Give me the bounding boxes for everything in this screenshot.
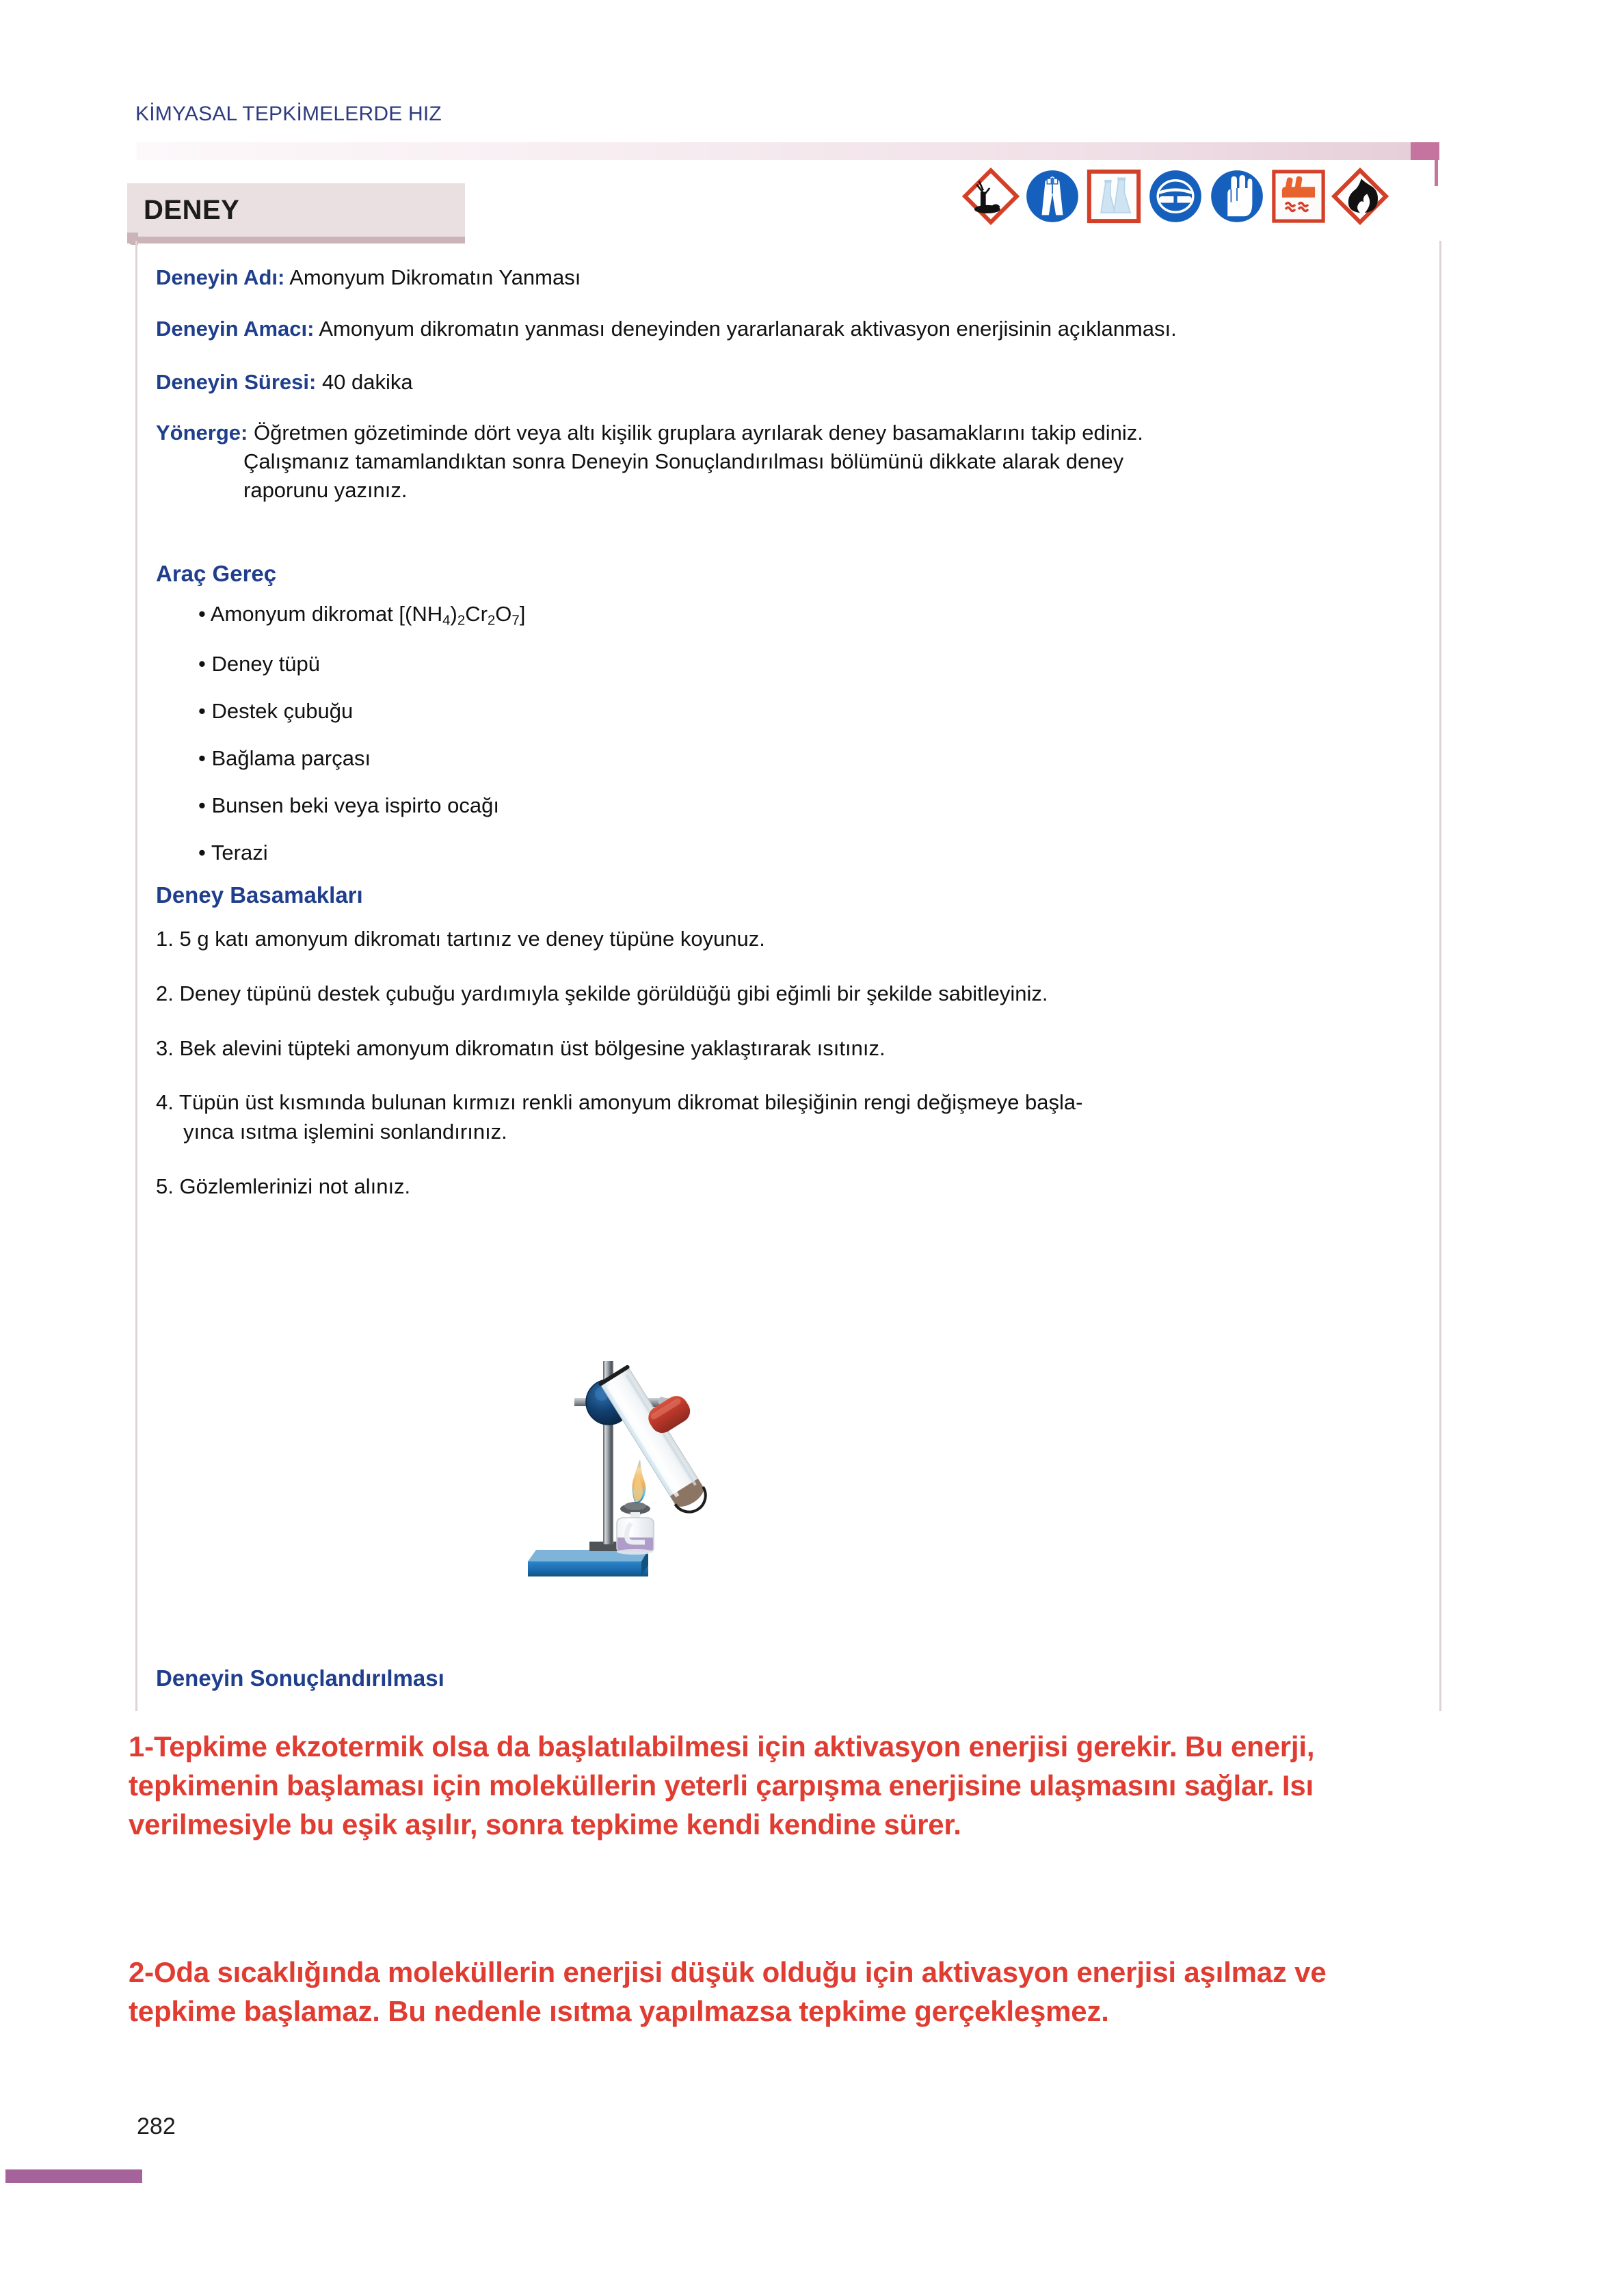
- alev: [632, 1460, 645, 1503]
- experiment-apparatus-figure: [527, 1286, 752, 1600]
- safety-goggles-icon: [1146, 167, 1205, 226]
- annotation-1: 1-Tepkime ekzotermik olsa da başlatılabilmesi için aktivasyon enerjisi gerekir. Bu enerji, tepkimenin başlaması için moleküllerin yeterli çarpışma enerjisine ulaşmasını sağlar. Isı verilmesiyle bu eşik aşılır, sonra tepkime kendi kendine sürer.: [129, 1730, 1315, 1841]
- field-yonerge-label: Yönerge:: [156, 421, 248, 445]
- step-number: 3.: [156, 1035, 174, 1060]
- step-item: [156, 925, 1421, 954]
- lab-coat-icon: [1023, 167, 1082, 226]
- field-deney-amaci: [156, 315, 1177, 343]
- deney-tab: [127, 183, 465, 237]
- list-item: • Destek çubuğu: [198, 699, 1019, 724]
- field-deney-adi: [156, 263, 581, 292]
- deney-tupu: [598, 1364, 713, 1519]
- step-item: [156, 979, 1421, 1009]
- step-number: 4.: [156, 1090, 174, 1115]
- flammable-icon: [1331, 167, 1389, 226]
- deney-tab-label: DENEY: [144, 194, 240, 225]
- field-deney-amaci-label: Deneyin Amacı:: [156, 317, 315, 341]
- field-deney-suresi-label: Deneyin Süresi:: [156, 370, 317, 394]
- materials-list: [198, 602, 1019, 888]
- hot-surface-icon: [1269, 167, 1328, 226]
- step-text: Tüpün üst kısmında bulunan kırmızı renkli amonyum dikromat bileşiğinin rengi değişmeye başla-: [178, 1090, 1083, 1115]
- list-item: • Amonyum dikromat $[(NH_4)_2Cr_2O_7]$: [198, 602, 1019, 629]
- step-item: [156, 1088, 1421, 1147]
- field-yonerge-line-3: raporunu yazınız.: [243, 477, 408, 502]
- frame-right-rule: [1435, 160, 1438, 186]
- step-text: Bek alevini tüpteki amonyum dikromatın üst bölgesine yaklaştırarak ısıtınız.: [179, 1035, 886, 1060]
- step-text-continued: yınca ısıtma işlemini sonlandırınız.: [183, 1120, 507, 1144]
- step-item: [156, 1172, 1421, 1202]
- running-head: KİMYASAL TEPKİMELERDE HIZ: [135, 103, 442, 125]
- step-number: 1.: [156, 927, 174, 951]
- step-number: 5.: [156, 1174, 174, 1198]
- step-text: 5 g katı amonyum dikromatı tartınız ve deney tüpüne koyunuz.: [179, 927, 765, 951]
- steps-heading: Deney Basamakları: [156, 882, 363, 908]
- field-deney-amaci-value: Amonyum dikromatın yanması deneyinden yararlanarak aktivasyon enerjisinin açıklanması.: [319, 317, 1177, 341]
- list-item: • Bunsen beki veya ispirto ocağı: [198, 793, 1019, 818]
- field-deney-adi-value: Amonyum Dikromatın Yanması: [289, 265, 581, 289]
- field-yonerge-line-1: Öğretmen gözetiminde dört veya altı kişilik gruplara ayrılarak deney basamaklarını takip ediniz.: [253, 421, 1143, 445]
- step-number: 2.: [156, 981, 174, 1005]
- conclusion-obscured-text: [156, 1703, 161, 1726]
- page-number: 282: [137, 2113, 176, 2139]
- field-yonerge: [156, 419, 1414, 505]
- step-text: Gözlemlerinizi not alınız.: [179, 1174, 411, 1198]
- gloves-icon: [1208, 167, 1266, 226]
- list-item: • Bağlama parçası: [198, 746, 1019, 771]
- field-deney-suresi: [156, 368, 413, 397]
- conclusion-heading: Deneyin Sonuçlandırılması: [156, 1665, 444, 1691]
- header-band-notch: [1411, 142, 1439, 160]
- ispirto-ocagi: [617, 1502, 654, 1555]
- step-text: Deney tüpünü destek çubuğu yardımıyla şekilde görüldüğü gibi eğimli bir şekilde sabitleyiniz.: [179, 981, 1048, 1005]
- flasks-icon: [1084, 167, 1143, 226]
- environment-hazard-icon: [961, 167, 1020, 226]
- steps-list: [156, 925, 1421, 1227]
- safety-icon-strip: [961, 161, 1377, 231]
- list-item: • Deney tüpü: [198, 652, 1019, 676]
- annotation-2: 2-Oda sıcaklığında moleküllerin enerjisi düşük olduğu için aktivasyon enerjisi aşılmaz ve tepkime başlamaz. Bu nedenle ısıtma yapılmazsa tepkime gerçekleşmez.: [129, 1956, 1327, 2028]
- header-band: [137, 142, 1438, 160]
- step-item: [156, 1034, 1421, 1064]
- field-deney-adi-label: Deneyin Adı:: [156, 265, 285, 289]
- materials-heading: Araç Gereç: [156, 561, 277, 586]
- footer-accent-bar: [5, 2169, 142, 2183]
- field-deney-suresi-value: 40 dakika: [321, 370, 413, 394]
- list-item: • Terazi: [198, 841, 1019, 865]
- field-yonerge-line-2: Çalışmanız tamamlandıktan sonra Deneyin Sonuçlandırılması bölümünü dikkate alarak deney: [243, 449, 1124, 473]
